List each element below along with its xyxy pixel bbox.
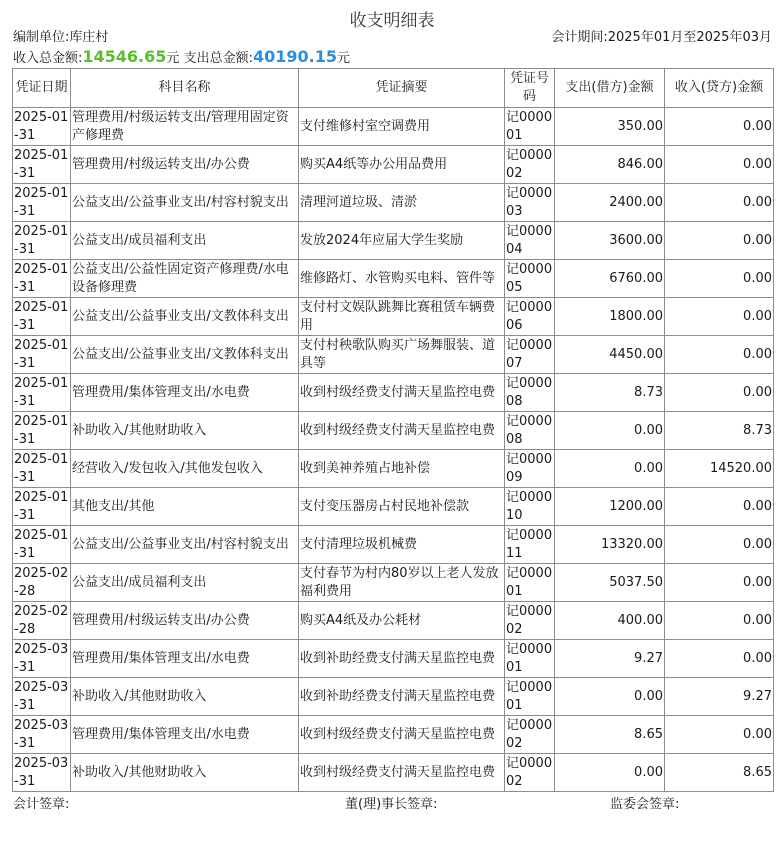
- table-row: [13, 298, 774, 336]
- cell-voucher-no: 记000007: [505, 336, 555, 374]
- org-info: [13, 29, 108, 47]
- cell-date: 2025-01-31: [13, 184, 71, 222]
- cell-debit: 1200.00: [555, 488, 665, 526]
- org-label: 编制单位:: [13, 30, 70, 45]
- cell-date: 2025-03-31: [13, 716, 71, 754]
- cell-debit: 846.00: [555, 146, 665, 184]
- cell-date: 2025-03-31: [13, 754, 71, 792]
- cell-date: 2025-02-28: [13, 602, 71, 640]
- table-row: [13, 146, 774, 184]
- cell-summary: 支付村秧歌队购买广场舞服装、道具等: [299, 336, 505, 374]
- col-header-voucher-no: 凭证号码: [505, 69, 555, 108]
- income-unit: 元: [166, 51, 180, 66]
- cell-account: 管理费用/集体管理支出/水电费: [71, 640, 299, 678]
- cell-summary: 收到美神养殖占地补偿: [299, 450, 505, 488]
- cell-account: 公益支出/公益事业支出/村容村貌支出: [71, 526, 299, 564]
- cell-date: 2025-01-31: [13, 222, 71, 260]
- col-header-account: 科目名称: [71, 69, 299, 108]
- cell-summary: 发放2024年应届大学生奖励: [299, 222, 505, 260]
- cell-account: 补助收入/其他财助收入: [71, 678, 299, 716]
- cell-account: 管理费用/村级运转支出/办公费: [71, 146, 299, 184]
- cell-debit: 8.73: [555, 374, 665, 412]
- cell-account: 管理费用/集体管理支出/水电费: [71, 374, 299, 412]
- table-row: [13, 374, 774, 412]
- cell-debit: 4450.00: [555, 336, 665, 374]
- cell-voucher-no: 记000011: [505, 526, 555, 564]
- cell-credit: 0.00: [665, 222, 774, 260]
- cell-debit: 8.65: [555, 716, 665, 754]
- cell-voucher-no: 记000002: [505, 602, 555, 640]
- cell-credit: 14520.00: [665, 450, 774, 488]
- cell-credit: 0.00: [665, 108, 774, 146]
- cell-date: 2025-01-31: [13, 298, 71, 336]
- cell-date: 2025-02-28: [13, 564, 71, 602]
- col-header-summary: 凭证摘要: [299, 69, 505, 108]
- cell-debit: 0.00: [555, 450, 665, 488]
- cell-voucher-no: 记000002: [505, 146, 555, 184]
- cell-credit: 0.00: [665, 602, 774, 640]
- cell-summary: 清理河道垃圾、清淤: [299, 184, 505, 222]
- totals-row: [13, 48, 772, 66]
- cell-debit: 0.00: [555, 412, 665, 450]
- signature-row: [13, 796, 773, 814]
- cell-credit: 0.00: [665, 526, 774, 564]
- cell-debit: 400.00: [555, 602, 665, 640]
- cell-account: 公益支出/公益事业支出/文教体科支出: [71, 336, 299, 374]
- table-row: [13, 450, 774, 488]
- cell-credit: 0.00: [665, 374, 774, 412]
- cell-account: 公益支出/成员福利支出: [71, 564, 299, 602]
- cell-credit: 0.00: [665, 298, 774, 336]
- col-header-date: 凭证日期: [13, 69, 71, 108]
- table-row: [13, 678, 774, 716]
- cell-credit: 0.00: [665, 260, 774, 298]
- cell-voucher-no: 记000003: [505, 184, 555, 222]
- cell-account: 补助收入/其他财助收入: [71, 754, 299, 792]
- cell-date: 2025-01-31: [13, 450, 71, 488]
- cell-summary: 收到村级经费支付满天星监控电费: [299, 412, 505, 450]
- cell-credit: 0.00: [665, 184, 774, 222]
- cell-credit: 0.00: [665, 716, 774, 754]
- ledger-body: [13, 108, 774, 792]
- cell-voucher-no: 记000005: [505, 260, 555, 298]
- cell-summary: 购买A4纸及办公耗材: [299, 602, 505, 640]
- cell-account: 管理费用/村级运转支出/办公费: [71, 602, 299, 640]
- header-meta-row: [13, 29, 772, 47]
- cell-date: 2025-03-31: [13, 640, 71, 678]
- table-row: [13, 336, 774, 374]
- cell-account: 其他支出/其他: [71, 488, 299, 526]
- col-header-debit: 支出(借方)金额: [555, 69, 665, 108]
- cell-date: 2025-03-31: [13, 678, 71, 716]
- table-row: [13, 184, 774, 222]
- cell-date: 2025-01-31: [13, 488, 71, 526]
- cell-summary: 收到补助经费支付满天星监控电费: [299, 678, 505, 716]
- table-row: [13, 564, 774, 602]
- expense-total: 40190.15: [252, 47, 337, 66]
- cell-debit: 5037.50: [555, 564, 665, 602]
- cell-debit: 0.00: [555, 678, 665, 716]
- cell-debit: 13320.00: [555, 526, 665, 564]
- period-info: [551, 29, 772, 47]
- cell-voucher-no: 记000008: [505, 374, 555, 412]
- cell-date: 2025-01-31: [13, 336, 71, 374]
- table-row: [13, 412, 774, 450]
- col-header-credit: 收入(贷方)金额: [665, 69, 774, 108]
- income-label: 收入总金额:: [13, 51, 83, 66]
- table-row: [13, 716, 774, 754]
- cell-credit: 0.00: [665, 146, 774, 184]
- cell-debit: 2400.00: [555, 184, 665, 222]
- cell-summary: 维修路灯、水管购买电料、管件等: [299, 260, 505, 298]
- table-row: [13, 754, 774, 792]
- table-row: [13, 260, 774, 298]
- table-header-row: [13, 69, 774, 108]
- period-value: 2025年01月至2025年03月: [607, 30, 772, 45]
- cell-credit: 8.65: [665, 754, 774, 792]
- cell-voucher-no: 记000001: [505, 564, 555, 602]
- cell-summary: 收到补助经费支付满天星监控电费: [299, 640, 505, 678]
- table-row: [13, 602, 774, 640]
- cell-voucher-no: 记000006: [505, 298, 555, 336]
- table-row: [13, 108, 774, 146]
- cell-credit: 0.00: [665, 564, 774, 602]
- cell-credit: 9.27: [665, 678, 774, 716]
- cell-voucher-no: 记000001: [505, 108, 555, 146]
- cell-summary: 支付维修村室空调费用: [299, 108, 505, 146]
- cell-account: 管理费用/村级运转支出/管理用固定资产修理费: [71, 108, 299, 146]
- cell-date: 2025-01-31: [13, 374, 71, 412]
- expense-unit: 元: [336, 51, 350, 66]
- period-label: 会计期间:: [551, 30, 608, 45]
- cell-account: 公益支出/公益事业支出/文教体科支出: [71, 298, 299, 336]
- income-total: 14546.65: [82, 47, 167, 66]
- cell-date: 2025-01-31: [13, 108, 71, 146]
- expense-label: 支出总金额:: [183, 51, 253, 66]
- cell-summary: 支付清理垃圾机械费: [299, 526, 505, 564]
- cell-voucher-no: 记000002: [505, 754, 555, 792]
- supervisor-signature: 监委会签章:: [610, 797, 680, 812]
- cell-summary: 支付村文娱队跳舞比赛租赁车辆费用: [299, 298, 505, 336]
- org-value: 库庄村: [69, 30, 109, 45]
- cell-voucher-no: 记000010: [505, 488, 555, 526]
- cell-date: 2025-01-31: [13, 526, 71, 564]
- cell-summary: 支付变压器房占村民地补偿款: [299, 488, 505, 526]
- cell-debit: 350.00: [555, 108, 665, 146]
- cell-debit: 3600.00: [555, 222, 665, 260]
- ledger-table: [12, 68, 774, 792]
- cell-account: 管理费用/集体管理支出/水电费: [71, 716, 299, 754]
- cell-account: 补助收入/其他财助收入: [71, 412, 299, 450]
- table-row: [13, 488, 774, 526]
- cell-voucher-no: 记000009: [505, 450, 555, 488]
- cell-voucher-no: 记000008: [505, 412, 555, 450]
- cell-debit: 9.27: [555, 640, 665, 678]
- cell-credit: 0.00: [665, 488, 774, 526]
- cell-credit: 8.73: [665, 412, 774, 450]
- cell-summary: 购买A4纸等办公用品费用: [299, 146, 505, 184]
- cell-voucher-no: 记000001: [505, 678, 555, 716]
- page-title: 收支明细表: [349, 11, 435, 31]
- cell-credit: 0.00: [665, 336, 774, 374]
- cell-summary: 支付春节为村内80岁以上老人发放福利费用: [299, 564, 505, 602]
- cell-account: 公益支出/公益事业支出/村容村貌支出: [71, 184, 299, 222]
- cell-debit: 6760.00: [555, 260, 665, 298]
- cell-account: 公益支出/公益性固定资产修理费/水电设备修理费: [71, 260, 299, 298]
- cell-debit: 1800.00: [555, 298, 665, 336]
- cell-voucher-no: 记000004: [505, 222, 555, 260]
- table-row: [13, 526, 774, 564]
- cell-voucher-no: 记000001: [505, 640, 555, 678]
- accountant-signature: 会计签章:: [13, 797, 70, 812]
- chairman-signature: 董(理)事长签章:: [345, 797, 438, 812]
- totals: [13, 48, 350, 68]
- cell-summary: 收到村级经费支付满天星监控电费: [299, 374, 505, 412]
- cell-date: 2025-01-31: [13, 260, 71, 298]
- cell-voucher-no: 记000002: [505, 716, 555, 754]
- cell-date: 2025-01-31: [13, 146, 71, 184]
- cell-account: 经营收入/发包收入/其他发包收入: [71, 450, 299, 488]
- cell-account: 公益支出/成员福利支出: [71, 222, 299, 260]
- cell-date: 2025-01-31: [13, 412, 71, 450]
- cell-credit: 0.00: [665, 640, 774, 678]
- cell-summary: 收到村级经费支付满天星监控电费: [299, 716, 505, 754]
- cell-debit: 0.00: [555, 754, 665, 792]
- table-row: [13, 222, 774, 260]
- table-row: [13, 640, 774, 678]
- cell-summary: 收到村级经费支付满天星监控电费: [299, 754, 505, 792]
